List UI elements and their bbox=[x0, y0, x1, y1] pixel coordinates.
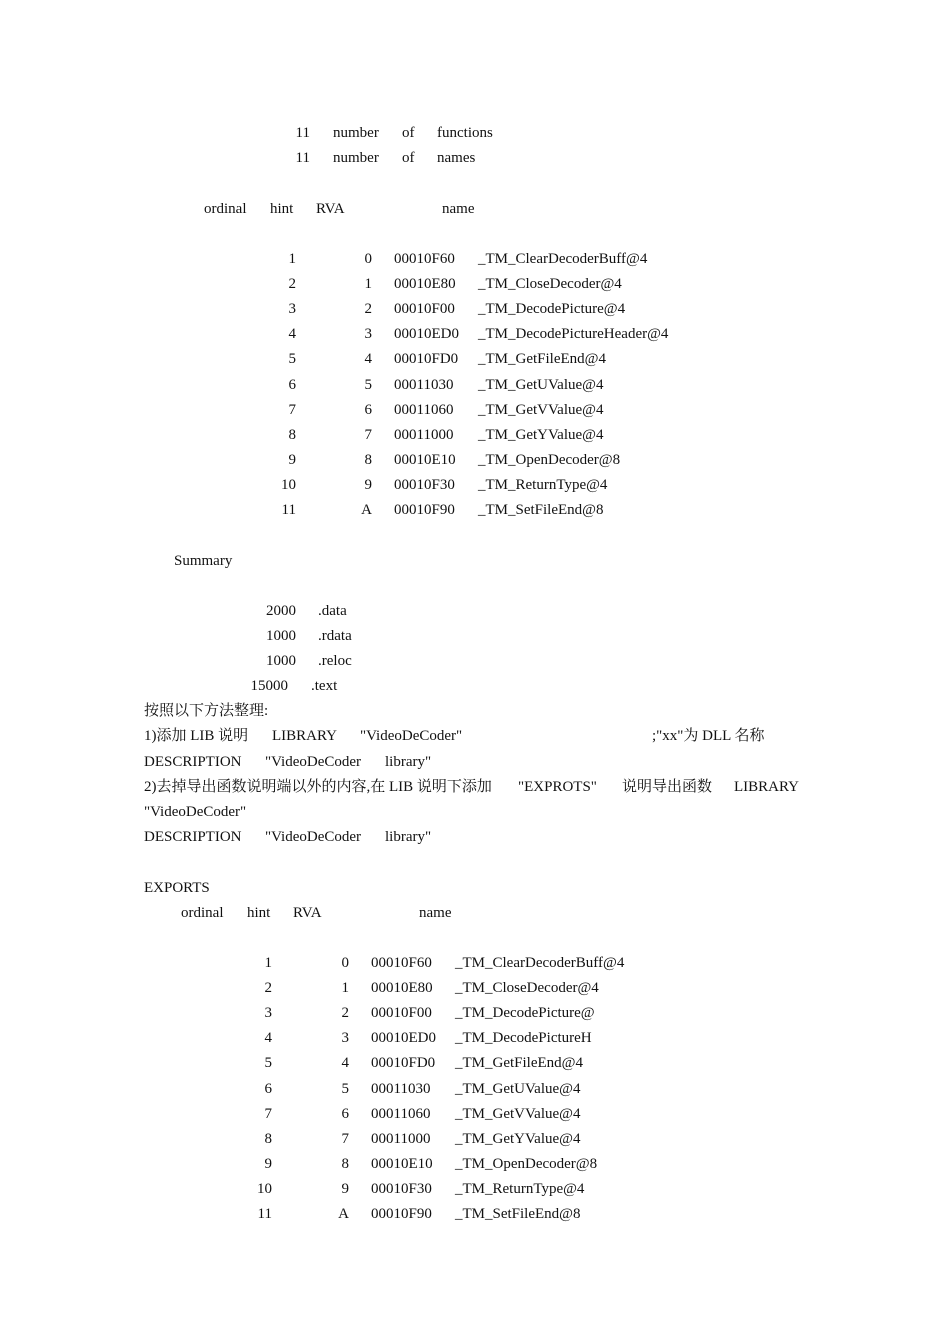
function-name-cell: _TM_SetFileEnd@8 bbox=[478, 502, 604, 518]
summary-title: Summary bbox=[174, 553, 233, 569]
description-library: library" bbox=[385, 754, 432, 770]
hint-cell: A bbox=[338, 1206, 349, 1222]
hint-cell: A bbox=[361, 502, 372, 518]
step2-note: 说明导出函数 bbox=[622, 779, 713, 795]
hint-cell: 0 bbox=[341, 955, 349, 971]
column-header-rva: RVA bbox=[293, 905, 322, 921]
rva-cell: 00010E10 bbox=[371, 1155, 433, 1172]
count-word: functions bbox=[437, 125, 493, 141]
section-size: 1000 bbox=[266, 628, 296, 645]
ordinal-cell: 10 bbox=[257, 1180, 272, 1197]
hint-cell: 7 bbox=[364, 426, 372, 443]
hint-cell: 8 bbox=[341, 1155, 349, 1172]
step2-text: 2)去掉导出函数说明端以外的内容,在 LIB 说明下添加 bbox=[144, 779, 492, 795]
function-name-cell: _TM_DecodePicture@ bbox=[455, 1005, 595, 1022]
rva-cell: 00010ED0 bbox=[371, 1030, 436, 1047]
column-header-rva: RVA bbox=[316, 201, 345, 217]
hint-cell: 1 bbox=[364, 276, 372, 293]
column-header-name: name bbox=[419, 905, 452, 921]
function-name-cell: _TM_CloseDecoder@4 bbox=[455, 980, 599, 997]
rva-cell: 00010F00 bbox=[371, 1005, 432, 1022]
hint-cell: 6 bbox=[364, 401, 372, 418]
ordinal-cell: 6 bbox=[288, 376, 296, 393]
function-name-cell: _TM_GetYValue@4 bbox=[478, 426, 604, 443]
step2-exprots-keyword: "EXPROTS" bbox=[518, 779, 597, 795]
rva-cell: 00010E80 bbox=[394, 276, 456, 293]
ordinal-cell: 2 bbox=[264, 980, 272, 997]
hint-cell: 7 bbox=[341, 1130, 349, 1147]
function-name-cell: _TM_GetUValue@4 bbox=[455, 1080, 581, 1097]
ordinal-cell: 1 bbox=[288, 251, 296, 267]
function-count: 11 bbox=[295, 125, 310, 141]
function-name-cell: _TM_ClearDecoderBuff@4 bbox=[478, 251, 648, 267]
count-word: number bbox=[333, 125, 379, 141]
hint-cell: 2 bbox=[364, 301, 372, 318]
ordinal-cell: 11 bbox=[281, 502, 296, 518]
hint-cell: 3 bbox=[341, 1030, 349, 1047]
rva-cell: 00010F60 bbox=[394, 251, 455, 267]
hint-cell: 4 bbox=[341, 1055, 349, 1072]
section-size: 1000 bbox=[266, 653, 296, 670]
ordinal-cell: 7 bbox=[288, 401, 296, 418]
hint-cell: 9 bbox=[341, 1180, 349, 1197]
description-name: "VideoDeCoder bbox=[265, 829, 362, 845]
rva-cell: 00011000 bbox=[394, 426, 454, 443]
count-word: names bbox=[437, 150, 476, 166]
section-size: 15000 bbox=[250, 678, 288, 695]
step1-library-keyword: LIBRARY bbox=[272, 728, 338, 744]
section-size: 2000 bbox=[266, 603, 296, 619]
column-header-hint: hint bbox=[247, 905, 271, 921]
step2-library-keyword: LIBRARY bbox=[734, 779, 800, 795]
count-word: of bbox=[402, 150, 415, 166]
ordinal-cell: 3 bbox=[264, 1005, 272, 1022]
rva-cell: 00010E80 bbox=[371, 980, 433, 997]
column-header-hint: hint bbox=[270, 201, 294, 217]
function-name-cell: _TM_DecodePictureH bbox=[455, 1030, 592, 1047]
exports-keyword: EXPORTS bbox=[144, 880, 210, 896]
section-name: .rdata bbox=[318, 628, 352, 645]
hint-cell: 2 bbox=[341, 1005, 349, 1022]
hint-cell: 0 bbox=[364, 251, 372, 267]
step1-comment: ;"xx"为 DLL 名称 bbox=[652, 728, 765, 744]
instructions-intro: 按照以下方法整理: bbox=[144, 703, 269, 719]
function-name-cell: _TM_GetYValue@4 bbox=[455, 1130, 581, 1147]
hint-cell: 3 bbox=[364, 326, 372, 343]
rva-cell: 00010F60 bbox=[371, 955, 432, 971]
rva-cell: 00010F00 bbox=[394, 301, 455, 318]
ordinal-cell: 11 bbox=[257, 1206, 272, 1222]
hint-cell: 1 bbox=[341, 980, 349, 997]
column-header-ordinal: ordinal bbox=[181, 905, 224, 921]
description-name: "VideoDeCoder bbox=[265, 754, 362, 770]
ordinal-cell: 10 bbox=[281, 476, 296, 493]
description-keyword: DESCRIPTION bbox=[144, 754, 242, 770]
function-name-cell: _TM_ReturnType@4 bbox=[455, 1180, 585, 1197]
step1-text: 1)添加 LIB 说明 bbox=[144, 728, 249, 744]
function-name-cell: _TM_DecodePictureHeader@4 bbox=[478, 326, 669, 343]
hint-cell: 5 bbox=[364, 376, 372, 393]
rva-cell: 00011060 bbox=[371, 1105, 431, 1122]
column-header-name: name bbox=[442, 201, 475, 217]
rva-cell: 00011060 bbox=[394, 401, 454, 418]
step1-library-name: "VideoDeCoder" bbox=[360, 728, 463, 744]
hint-cell: 5 bbox=[341, 1080, 349, 1097]
rva-cell: 00011030 bbox=[371, 1080, 431, 1097]
ordinal-cell: 9 bbox=[288, 451, 296, 468]
rva-cell: 00010FD0 bbox=[371, 1055, 436, 1072]
rva-cell: 00011000 bbox=[371, 1130, 431, 1147]
function-name-cell: _TM_GetFileEnd@4 bbox=[478, 351, 606, 368]
rva-cell: 00010E10 bbox=[394, 451, 456, 468]
section-name: .reloc bbox=[318, 653, 352, 670]
ordinal-cell: 8 bbox=[288, 426, 296, 443]
count-word: of bbox=[402, 125, 415, 141]
name-count: 11 bbox=[295, 150, 310, 166]
ordinal-cell: 2 bbox=[288, 276, 296, 293]
ordinal-cell: 6 bbox=[264, 1080, 272, 1097]
function-name-cell: _TM_ReturnType@4 bbox=[478, 476, 608, 493]
function-name-cell: _TM_ClearDecoderBuff@4 bbox=[455, 955, 625, 971]
rva-cell: 00010ED0 bbox=[394, 326, 459, 343]
description-keyword: DESCRIPTION bbox=[144, 829, 242, 845]
ordinal-cell: 4 bbox=[264, 1030, 272, 1047]
function-name-cell: _TM_GetVValue@4 bbox=[455, 1105, 581, 1122]
hint-cell: 4 bbox=[364, 351, 372, 368]
hint-cell: 6 bbox=[341, 1105, 349, 1122]
function-name-cell: _TM_SetFileEnd@8 bbox=[455, 1206, 581, 1222]
ordinal-cell: 5 bbox=[264, 1055, 272, 1072]
count-word: number bbox=[333, 150, 379, 166]
function-name-cell: _TM_DecodePicture@4 bbox=[478, 301, 626, 318]
rva-cell: 00010FD0 bbox=[394, 351, 459, 368]
ordinal-cell: 3 bbox=[288, 301, 296, 318]
ordinal-cell: 9 bbox=[264, 1155, 272, 1172]
rva-cell: 00010F30 bbox=[394, 476, 455, 493]
function-name-cell: _TM_GetVValue@4 bbox=[478, 401, 604, 418]
ordinal-cell: 8 bbox=[264, 1130, 272, 1147]
ordinal-cell: 5 bbox=[288, 351, 296, 368]
step2-library-name: "VideoDeCoder" bbox=[144, 804, 247, 820]
hint-cell: 9 bbox=[364, 476, 372, 493]
rva-cell: 00010F90 bbox=[371, 1206, 432, 1222]
section-name: .data bbox=[318, 603, 347, 619]
rva-cell: 00010F30 bbox=[371, 1180, 432, 1197]
description-library: library" bbox=[385, 829, 432, 845]
section-name: .text bbox=[311, 678, 338, 695]
ordinal-cell: 4 bbox=[288, 326, 296, 343]
column-header-ordinal: ordinal bbox=[204, 201, 247, 217]
rva-cell: 00011030 bbox=[394, 376, 454, 393]
hint-cell: 8 bbox=[364, 451, 372, 468]
ordinal-cell: 7 bbox=[264, 1105, 272, 1122]
function-name-cell: _TM_OpenDecoder@8 bbox=[455, 1155, 598, 1172]
function-name-cell: _TM_GetUValue@4 bbox=[478, 376, 604, 393]
function-name-cell: _TM_GetFileEnd@4 bbox=[455, 1055, 583, 1072]
function-name-cell: _TM_CloseDecoder@4 bbox=[478, 276, 622, 293]
function-name-cell: _TM_OpenDecoder@8 bbox=[478, 451, 621, 468]
ordinal-cell: 1 bbox=[264, 955, 272, 971]
rva-cell: 00010F90 bbox=[394, 502, 455, 518]
